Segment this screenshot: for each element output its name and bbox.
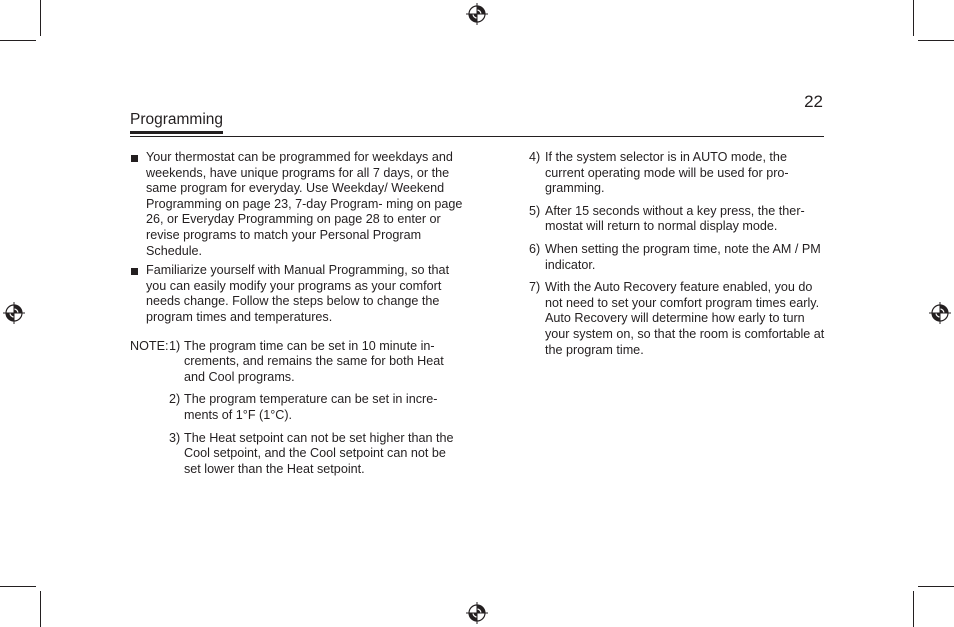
- square-bullet-icon: [131, 155, 138, 162]
- bullet-text: Your thermostat can be programmed for weekdays and weekends, have unique programs for all 7 days, or the same program for everyday. Use Weekday/ Weekend Programming on page 23, 7-day Program- ming on page 26, or Everyday Programming on page 28 to enter or revise programs to match your Personal Program Schedule.: [146, 150, 463, 258]
- header-rule: [130, 136, 824, 137]
- crop-mark-top-left-horizontal: [0, 40, 36, 41]
- note-item: [130, 431, 465, 478]
- note-item-text: The Heat setpoint can not be set higher than the Cool setpoint, and the Cool setpoint can not be set lower than the Heat setpoint.: [184, 430, 454, 476]
- numbered-item-number: 6): [529, 241, 541, 256]
- numbered-item-number: 7): [529, 280, 541, 295]
- note-block: [130, 339, 465, 478]
- note-item-text: The program temperature can be set in incre- ments of 1°F (1°C).: [184, 392, 438, 422]
- numbered-item-text: After 15 seconds without a key press, the ther- mostat will return to normal display mode.: [545, 203, 805, 234]
- bullet-item: [130, 150, 465, 259]
- numbered-item-number: 5): [529, 203, 541, 218]
- page-number: 22: [804, 92, 823, 111]
- right-column: [529, 150, 825, 365]
- registration-mark-left-icon: [3, 302, 25, 324]
- crop-mark-top-left-vertical: [40, 0, 41, 36]
- crop-mark-bottom-right-vertical: [913, 591, 914, 627]
- note-item-text: The program time can be set in 10 minute in- crements, and remains the same for both Heat and Cool programs.: [184, 338, 444, 384]
- numbered-item: [529, 150, 825, 197]
- registration-mark-top-icon: [466, 3, 488, 25]
- numbered-item-text: If the system selector is in AUTO mode, the current operating mode will be used for pro- gramming.: [545, 150, 789, 196]
- bullet-text: Familiarize yourself with Manual Programming, so that you can easily modify your programs as your comfort needs change. Follow the steps below to change the program times and temperatures.: [146, 263, 450, 324]
- numbered-item: [529, 204, 825, 235]
- crop-mark-bottom-right-horizontal: [918, 586, 954, 587]
- numbered-item-text: When setting the program time, note the AM / PM indicator.: [545, 241, 821, 272]
- note-label: NOTE:: [130, 338, 169, 353]
- numbered-item: [529, 242, 825, 273]
- square-bullet-icon: [131, 268, 138, 275]
- note-item-number: 3): [169, 430, 181, 445]
- registration-mark-right-icon: [929, 302, 951, 324]
- crop-mark-top-right-horizontal: [918, 40, 954, 41]
- registration-mark-bottom-icon: [466, 602, 488, 624]
- crop-mark-top-right-vertical: [913, 0, 914, 36]
- note-item-number: 1): [169, 338, 181, 353]
- numbered-item: [529, 280, 825, 358]
- note-item: [130, 339, 465, 386]
- numbered-item-number: 4): [529, 150, 541, 164]
- left-column: [130, 150, 465, 484]
- bullet-item: [130, 263, 465, 325]
- numbered-item-text: With the Auto Recovery feature enabled, you do not need to set your comfort program times early. Auto Recovery will determine how early to turn your system on, so that the room is comfortable at the program time.: [545, 280, 825, 357]
- crop-mark-bottom-left-horizontal: [0, 586, 36, 587]
- note-item: [130, 392, 465, 423]
- section-title: Programming: [130, 110, 223, 134]
- note-item-number: 2): [169, 392, 181, 407]
- crop-mark-bottom-left-vertical: [40, 591, 41, 627]
